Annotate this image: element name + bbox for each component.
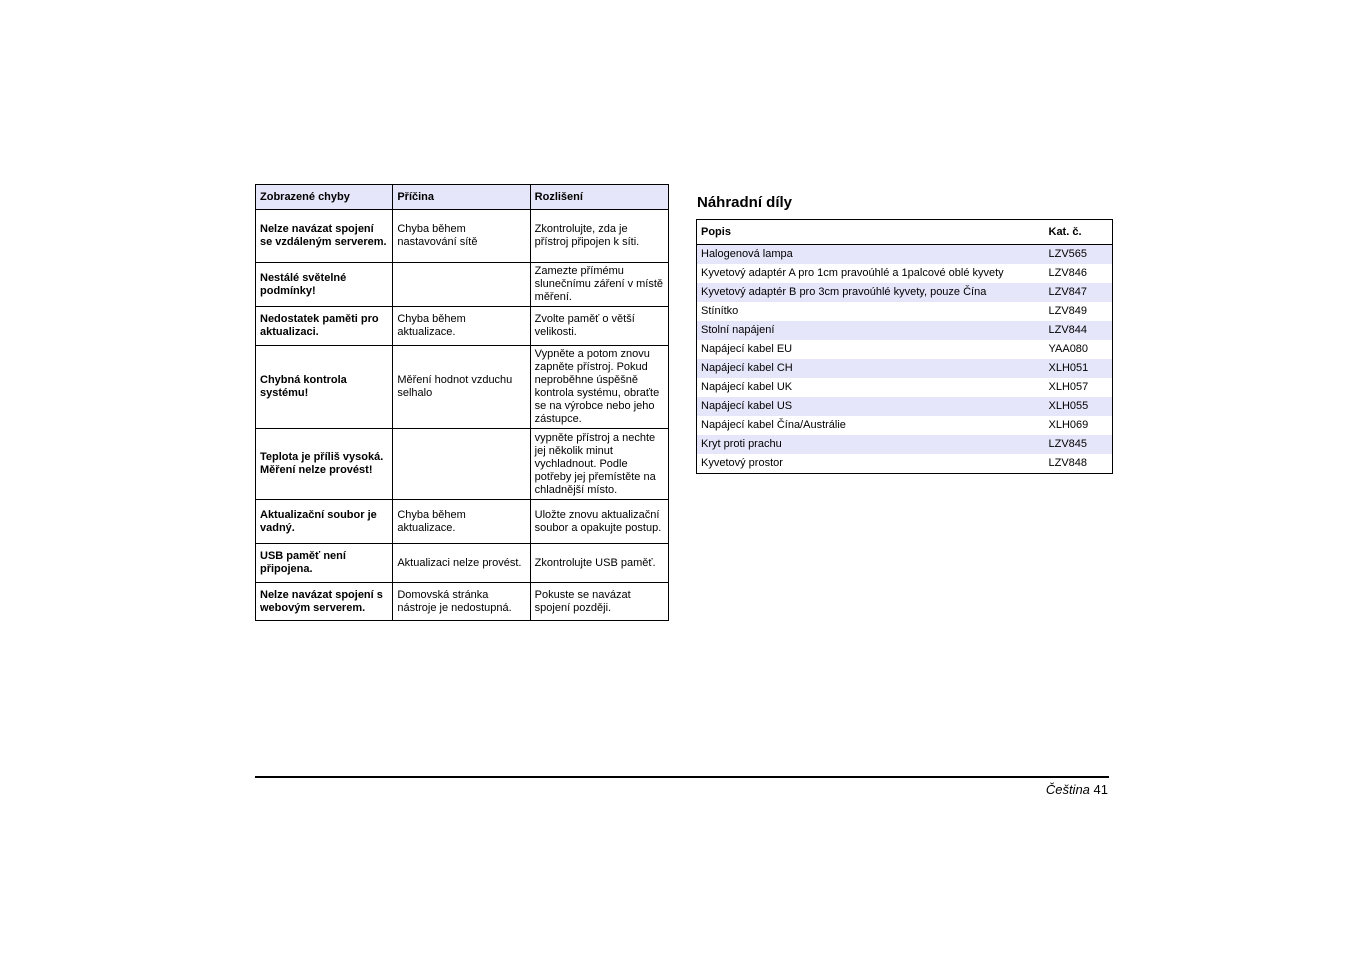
table-row [697,397,1113,416]
part-description: Stínítko [701,305,739,317]
resolution-cell: Pokuste se navázat spojení později. [530,583,668,621]
cause-cell: Chyba během aktualizace. [393,500,530,544]
table-row [256,263,669,307]
table-row [697,340,1113,359]
part-description: Kyvetový adaptér B pro 3cm pravoúhlé kyvety, pouze Čína [697,283,1041,302]
cause-cell [393,429,530,500]
part-catalog-number: XLH051 [1041,359,1113,378]
part-description: Kyvetový adaptér A pro 1cm pravoúhlé a 1palcové oblé kyvety [701,267,1004,279]
table-row [697,283,1113,302]
header-errors: Zobrazené chyby [256,185,393,210]
cause-cell: Chyba během aktualizace. [393,307,530,346]
part-description: Halogenová lampa [697,245,1041,265]
table-row [697,416,1113,435]
part-description: Kryt proti prachu [697,435,1041,454]
parts-title: Náhradní díly [697,194,793,211]
table-row [697,264,1113,283]
cause-cell: Měření hodnot vzduchu selhalo [393,346,530,429]
table-row [697,454,1113,474]
part-catalog-number: LZV846 [1048,267,1088,279]
table-row [256,583,669,621]
error-cell: Aktualizační soubor je vadný. [256,500,393,544]
error-cell: Nelze navázat spojení se vzdáleným serverem. [256,210,393,263]
error-cell: Chybná kontrola systému! [256,346,393,429]
resolution-cell: Uložte znovu aktualizační soubor a opakujte postup. [530,500,668,544]
table-row [697,378,1113,397]
page-footer [1046,782,1108,798]
resolution-cell: vypněte přístroj a nechte jej několik minut vychladnout. Podle potřeby jej přemístěte na chladnější místo. [530,429,668,500]
cause-cell: Chyba během nastavování sítě [393,210,530,263]
part-catalog-number: XLH069 [1048,419,1089,431]
cause-cell: Aktualizaci nelze provést. [393,544,530,583]
resolution-cell: Vypněte a potom znovu zapněte přístroj. Pokud neproběhne úspěšně kontrola systému, obraťte se na výrobce nebo jeho zástupce. [530,346,668,429]
footer-language: Čeština [1045,782,1090,797]
table-row [256,500,669,544]
footer-rule [255,776,1109,778]
table-row [256,429,669,500]
error-cell: Nestálé světelné podmínky! [256,263,393,307]
part-catalog-number: XLH057 [1048,381,1089,393]
error-cell: Nedostatek paměti pro aktualizaci. [256,307,393,346]
part-catalog-number: LZV845 [1041,435,1113,454]
part-catalog-number: LZV849 [1048,305,1088,317]
part-catalog-number: YAA080 [1048,343,1089,355]
part-catalog-number: LZV844 [1041,321,1113,340]
cause-cell: Domovská stránka nástroje je nedostupná. [393,583,530,621]
part-catalog-number: LZV848 [1048,457,1088,469]
error-cell: Teplota je příliš vysoká. Měření nelze provést! [256,429,393,500]
header-cause: Příčina [393,185,530,210]
page-number: 41 [1093,782,1108,797]
table-row [256,210,669,263]
part-description: Napájecí kabel EU [701,343,793,355]
cause-cell [393,263,530,307]
parts-table [696,219,1113,474]
part-description: Napájecí kabel UK [701,381,793,393]
part-description: Napájecí kabel US [697,397,1041,416]
resolution-cell: Zvolte paměť o větší velikosti. [530,307,668,346]
table-row [697,321,1113,340]
error-cell: USB paměť není připojena. [256,544,393,583]
header-description: Popis [697,220,1041,245]
resolution-cell: Zamezte přímému slunečnímu záření v místě měření. [530,263,668,307]
part-description: Napájecí kabel CH [697,359,1041,378]
table-row [697,302,1113,321]
part-description: Napájecí kabel Čína/Austrálie [701,419,846,431]
table-row [256,307,669,346]
header-resolution: Rozlišení [530,185,668,210]
part-catalog-number: XLH055 [1041,397,1113,416]
error-table [255,184,669,621]
part-description: Stolní napájení [697,321,1041,340]
table-row [697,435,1113,454]
error-cell: Nelze navázat spojení s webovým serverem. [256,583,393,621]
part-catalog-number: LZV565 [1041,245,1113,265]
table-row [256,346,669,429]
table-row [697,245,1113,265]
part-description: Kyvetový prostor [701,457,783,469]
resolution-cell: Zkontrolujte USB paměť. [530,544,668,583]
resolution-cell: Zkontrolujte, zda je přístroj připojen k síti. [530,210,668,263]
part-catalog-number: LZV847 [1041,283,1113,302]
error-table-header [256,185,669,210]
header-catalog-number: Kat. č. [1041,220,1113,245]
table-row [256,544,669,583]
parts-table-header [697,220,1113,245]
table-row [697,359,1113,378]
